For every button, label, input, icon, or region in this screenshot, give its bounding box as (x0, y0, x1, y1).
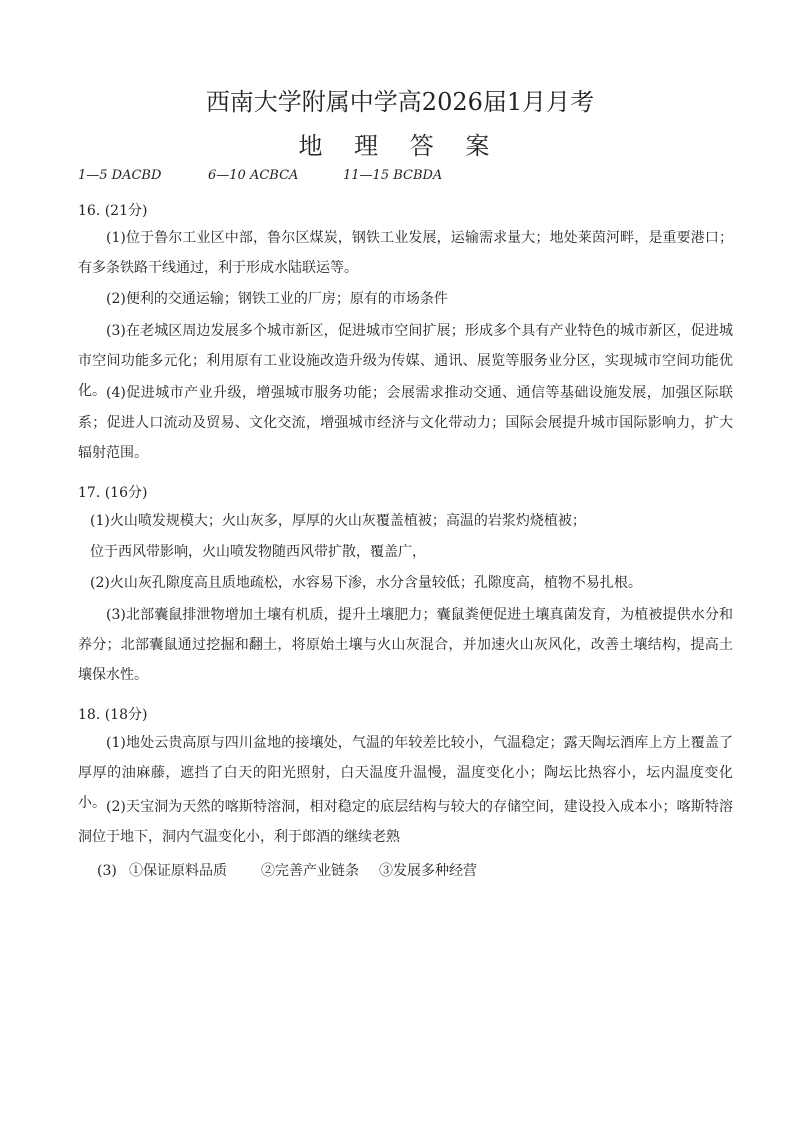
q16-part3: (3)在老城区周边发展多个城市新区，促进城市空间扩展；形成多个具有产业特色的城市新区，促进城市空间功能多元化；利用原有工业设施改造升级为传媒、通讯、展览等服务业分区，实现城市空间功能优化。 (78, 323, 733, 399)
q18-part1: (1)地处云贵高原与四川盆地的接壤处，气温的年较差比较小，气温稳定；露天陶坛酒库上方上覆盖了厚厚的油麻藤，遮挡了白天的阳光照射，白天温度升温慢，温度变化小；陶坛比热容小，坛内温度变化小。 (78, 735, 733, 811)
q17-part1: (1)火山喷发规模大；火山灰多，厚厚的火山灰覆盖植被；高温的岩浆灼烧植被； (90, 513, 586, 529)
q18-part2: (2)天宝洞为天然的喀斯特溶洞，相对稳定的底层结构与较大的存储空间，建设投入成本小；喀斯特溶洞位于地下，洞内气温变化小，利于郎酒的继续老熟 (78, 799, 733, 845)
q16-heading: 16. (21分) (78, 203, 148, 219)
page-subtitle: 地 理 答 案 (298, 132, 502, 160)
mc-group-3: 11—15 BCBDA (343, 168, 443, 183)
q16-part2: (2)便利的交通运输；钢铁工业的厂房；原有的市场条件 (106, 291, 448, 307)
q16-part4: (4)促进城市产业升级，增强城市服务功能；会展需求推动交通、通信等基础设施发展，加强区际联系；促进人口流动及贸易、文化交流，增强城市经济与文化带动力；国际会展提升城市国际影响力，扩大辐射范围。 (78, 385, 733, 461)
mc-group-1: 1—5 DACBD (78, 168, 162, 183)
q16-part1: (1)位于鲁尔工业区中部，鲁尔区煤炭，钢铁工业发展，运输需求量大；地处莱茵河畔，是重要港口；有多条铁路干线通过，利于形成水陆联运等。 (78, 230, 733, 276)
q18-option-3: ③发展多种经营 (379, 863, 477, 879)
mc-group-2: 6—10 ACBCA (208, 168, 299, 183)
q18-option-1: ①保证原料品质 (129, 863, 227, 879)
q17-part2: (2)火山灰孔隙度高且质地疏松，水容易下渗，水分含量较低；孔隙度高，植物不易扎根。 (90, 575, 642, 591)
q17-part3: (3)北部囊鼠排泄物增加土壤有机质，提升土壤肥力；囊鼠粪便促进土壤真菌发育，为植被提供水分和养分；北部囊鼠通过挖掘和翻土，将原始土壤与火山灰混合，并加速火山灰风化，改善土壤结构，提高土壤保水性。 (78, 607, 733, 683)
q18-part3-number: (3) (97, 863, 117, 879)
q17-part1-continued: 位于西风带影响，火山喷发物随西风带扩散，覆盖广， (90, 544, 426, 560)
q18-option-2: ②完善产业链条 (261, 863, 359, 879)
page-title: 西南大学附属中学高2026届1月月考 (205, 88, 595, 116)
q17-heading: 17. (16分) (78, 485, 148, 501)
q18-part3 (97, 860, 477, 880)
q18-heading: 18. (18分) (78, 707, 148, 723)
multiple-choice-answers (78, 168, 442, 183)
